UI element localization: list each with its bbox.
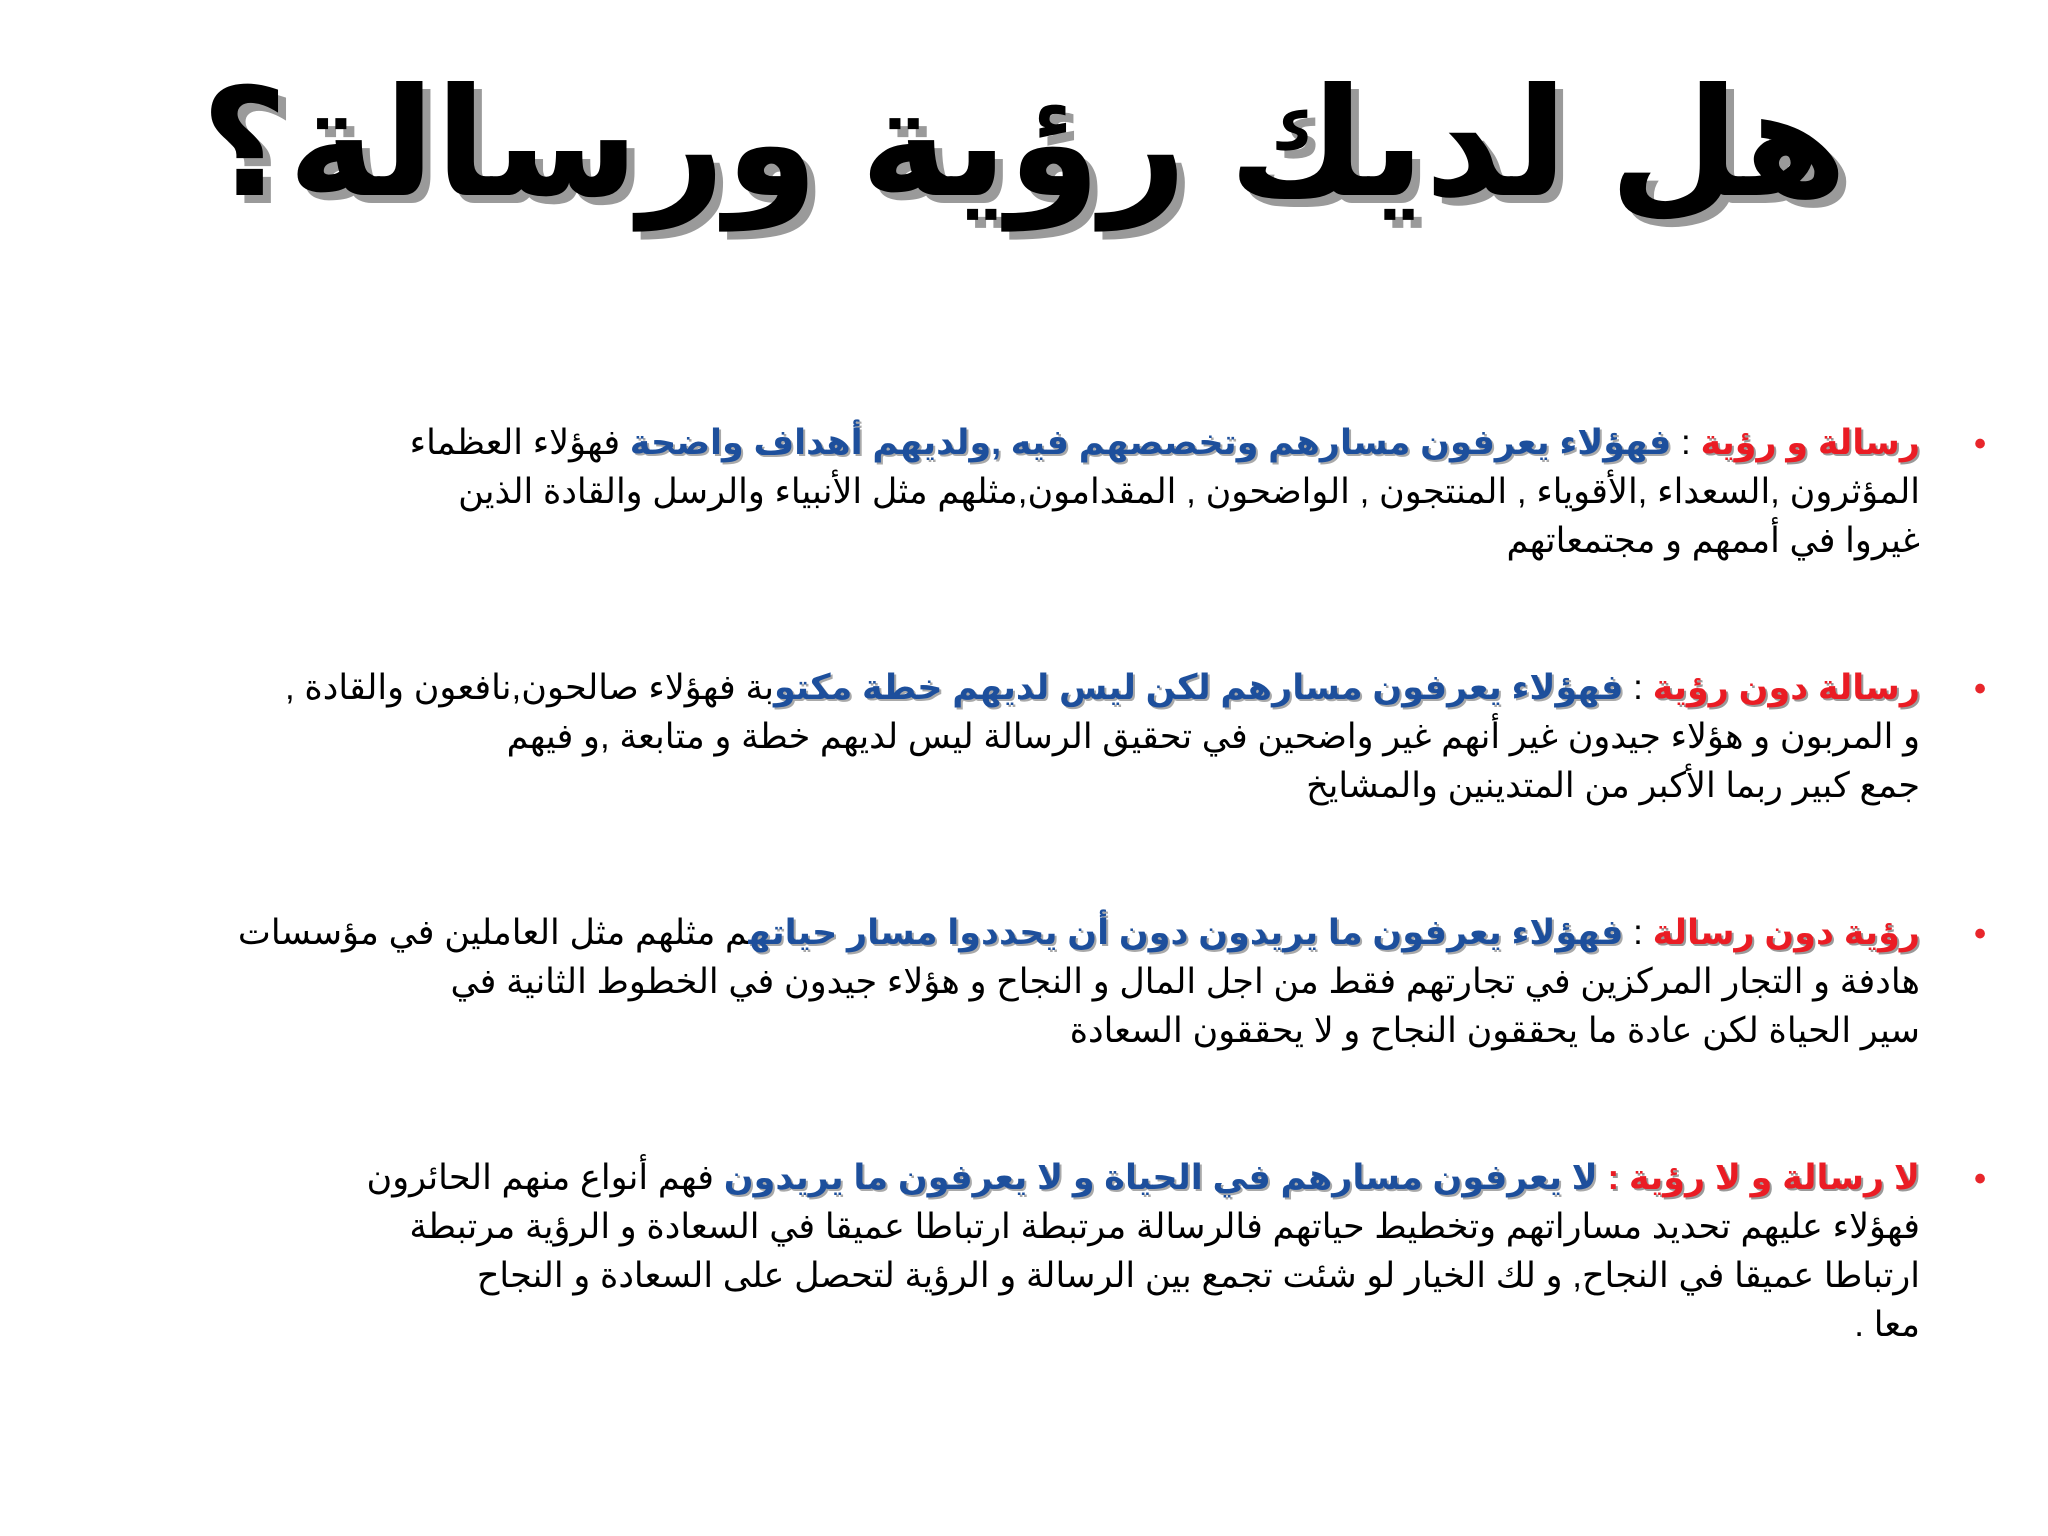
item-body: و المربون و هؤلاء جيدون غير أنهم غير واضحين في تحقيق الرسالة ليس لديهم خطة و متابعة ,و فيهم xyxy=(506,717,1920,756)
item-body: معا . xyxy=(1854,1305,1920,1344)
item-body: بة فهؤلاء صالحون,نافعون والقادة , xyxy=(284,668,774,707)
item-separator: : xyxy=(1671,423,1701,462)
item-body: سير الحياة لكن عادة ما يحققون النجاح و لا يحققون السعادة xyxy=(1069,1011,1920,1050)
bullet-icon: • xyxy=(1974,670,1986,708)
item-label: لا رسالة و لا رؤية : xyxy=(1607,1158,1920,1197)
item-body: فهم أنواع منهم الحائرون xyxy=(366,1158,724,1197)
item-body: ارتباطا عميقا في النجاح, و لك الخيار لو شئت تجمع بين الرسالة و الرؤية لتحصل على السعادة و النجاح xyxy=(476,1256,1920,1295)
item-text xyxy=(140,418,1920,565)
item-label: رسالة و رؤية xyxy=(1700,423,1920,462)
item-text xyxy=(140,908,1920,1055)
item-highlight: فهؤلاء يعرفون مسارهم وتخصصهم فيه ,ولديهم أهداف واضحة xyxy=(629,423,1672,462)
bullet-icon: • xyxy=(1974,1160,1986,1198)
item-highlight: فهؤلاء يعرفون مسارهم لكن ليس لديهم خطة مكتو xyxy=(773,668,1624,707)
list-item xyxy=(140,1153,2000,1349)
bullet-icon: • xyxy=(1974,425,1986,463)
list-item xyxy=(140,908,2000,1055)
item-body: فهؤلاء عليهم تحديد مساراتهم وتخطيط حياتهم فالرسالة مرتبطة ارتباطا عميقا في السعادة و الرؤية مرتبطة xyxy=(409,1207,1920,1246)
item-highlight: لا يعرفون مسارهم في الحياة و لا يعرفون ما يريدون xyxy=(723,1158,1598,1197)
item-body: هادفة و التجار المركزين في تجارتهم فقط من اجل المال و النجاح و هؤلاء جيدون في الخطوط الثانية في xyxy=(450,962,1920,1001)
item-separator: : xyxy=(1623,668,1653,707)
list-item xyxy=(140,663,2000,810)
item-label: رؤية دون رسالة xyxy=(1652,913,1920,952)
item-text xyxy=(140,1153,1920,1349)
item-body: غيروا في أممهم و مجتمعاتهم xyxy=(1506,521,1920,560)
item-separator: : xyxy=(1623,913,1653,952)
bullet-list xyxy=(140,418,2000,1349)
item-label: رسالة دون رؤية xyxy=(1652,668,1920,707)
item-body: فهؤلاء العظماء xyxy=(409,423,630,462)
list-item xyxy=(140,418,2000,565)
item-highlight: فهؤلاء يعرفون ما يريدون دون أن يحددوا مسار حياته xyxy=(748,913,1624,952)
item-body: المؤثرون ,السعداء ,الأقوياء , المنتجون , الواضحون , المقدامون,مثلهم مثل الأنبياء والرسل والقادة الذين xyxy=(458,472,1920,511)
item-body: م مثلهم مثل العاملين في مؤسسات xyxy=(237,913,749,952)
item-body: جمع كبير ربما الأكبر من المتدينين والمشايخ xyxy=(1306,766,1920,805)
slide-title: هل لديك رؤية ورسالة؟ xyxy=(200,59,1848,227)
item-text xyxy=(140,663,1920,810)
bullet-icon: • xyxy=(1974,915,1986,953)
